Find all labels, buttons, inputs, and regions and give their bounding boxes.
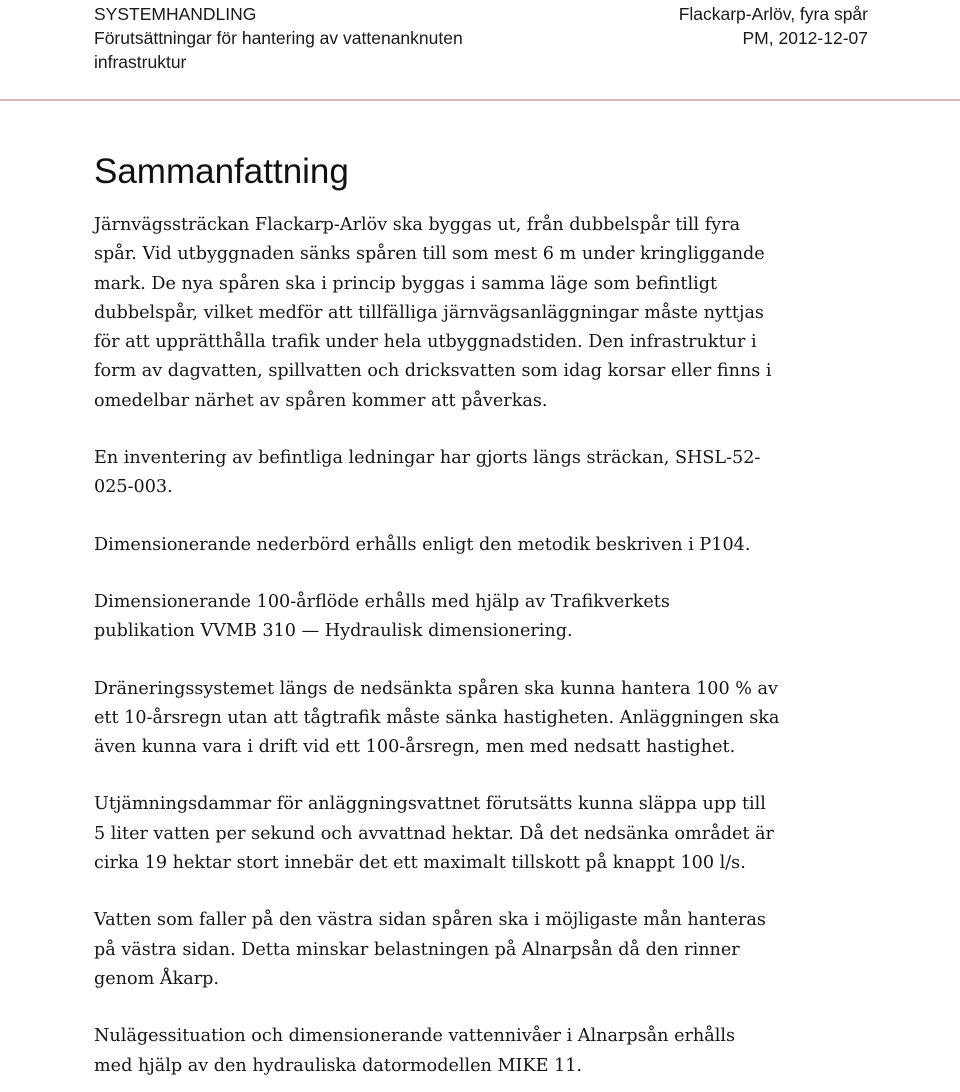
text-line: mark. De nya spåren ska i princip byggas i samma läge som befintligt <box>94 273 718 294</box>
header-divider <box>0 99 960 101</box>
text-line: Dräneringssystemet längs de nedsänkta spåren ska kunna hantera 100 % av <box>94 678 778 699</box>
text-line: med hjälp av den hydrauliska datormodellen MIKE 11. <box>94 1055 583 1076</box>
header-doc-subject-cont: infrastruktur <box>94 52 187 72</box>
paragraph-flow <box>94 588 874 647</box>
text-line: publikation VVMB 310 — Hydraulisk dimensionering. <box>94 621 573 642</box>
text-line: även kunna vara i drift vid ett 100-årsregn, men med nedsatt hastighet. <box>94 737 736 758</box>
document-body <box>94 211 874 1081</box>
text-line: Järnvägssträckan Flackarp-Arlöv ska byggas ut, från dubbelspår till fyra <box>94 215 741 235</box>
header-document-info <box>94 2 614 74</box>
text-line: Utjämningsdammar för anläggningsvattnet förutsätts kunna släppa upp till <box>94 794 766 815</box>
text-line: 5 liter vatten per sekund och avvattnad hektar. Då det nedsänka området är <box>94 823 774 844</box>
paragraph-west-side <box>94 906 874 994</box>
text-line: spår. Vid utbyggnaden sänks spåren till som mest 6 m under kringliggande <box>94 244 765 265</box>
paragraph-model <box>94 1022 874 1081</box>
text-line: dubbelspår, vilket medför att tillfälliga järnvägsanläggningar måste nyttjas <box>94 302 764 323</box>
text-line: En inventering av befintliga ledningar har gjorts längs sträckan, SHSL-52- <box>94 448 761 469</box>
text-line: Vatten som faller på den västra sidan spåren ska i möjligaste mån hanteras <box>94 910 766 931</box>
text-line: för att upprätthålla trafik under hela utbyggnadstiden. Den infrastruktur i <box>94 332 757 353</box>
paragraph-intro <box>94 211 874 416</box>
page-title: Sammanfattning <box>94 152 349 191</box>
paragraph-inventory <box>94 444 874 503</box>
text-line: ett 10-årsregn utan att tågtrafik måste sänka hastigheten. Anläggningen ska <box>94 707 780 728</box>
text-line: på västra sidan. Detta minskar belastningen på Alnarpsån då den rinner <box>94 939 740 960</box>
text-line: omedelbar närhet av spåren kommer att påverkas. <box>94 390 548 411</box>
text-line: 025-003. <box>94 477 173 498</box>
paragraph-detention-ponds <box>94 790 874 878</box>
header-project-info <box>608 2 868 50</box>
header-project-name: Flackarp-Arlöv, fyra spår <box>678 4 868 24</box>
text-line: form av dagvatten, spillvatten och dricksvatten som idag korsar eller finns i <box>94 361 772 382</box>
text-line: cirka 19 hektar stort innebär det ett maximalt tillskott på knappt 100 l/s. <box>94 853 746 874</box>
header-doc-subject: Förutsättningar för hantering av vattenanknuten <box>94 28 463 48</box>
text-line: Nulägessituation och dimensionerande vattennivåer i Alnarpsån erhålls <box>94 1026 736 1047</box>
header-doc-date: PM, 2012-12-07 <box>742 28 868 48</box>
text-line: Dimensionerande nederbörd erhålls enligt den metodik beskriven i P104. <box>94 534 751 555</box>
header-doc-type: SYSTEMHANDLING <box>94 4 257 24</box>
text-line: Dimensionerande 100-årflöde erhålls med hjälp av Trafikverkets <box>94 591 670 612</box>
paragraph-drainage <box>94 675 874 763</box>
paragraph-precipitation <box>94 531 874 560</box>
text-line: genom Åkarp. <box>94 968 219 989</box>
